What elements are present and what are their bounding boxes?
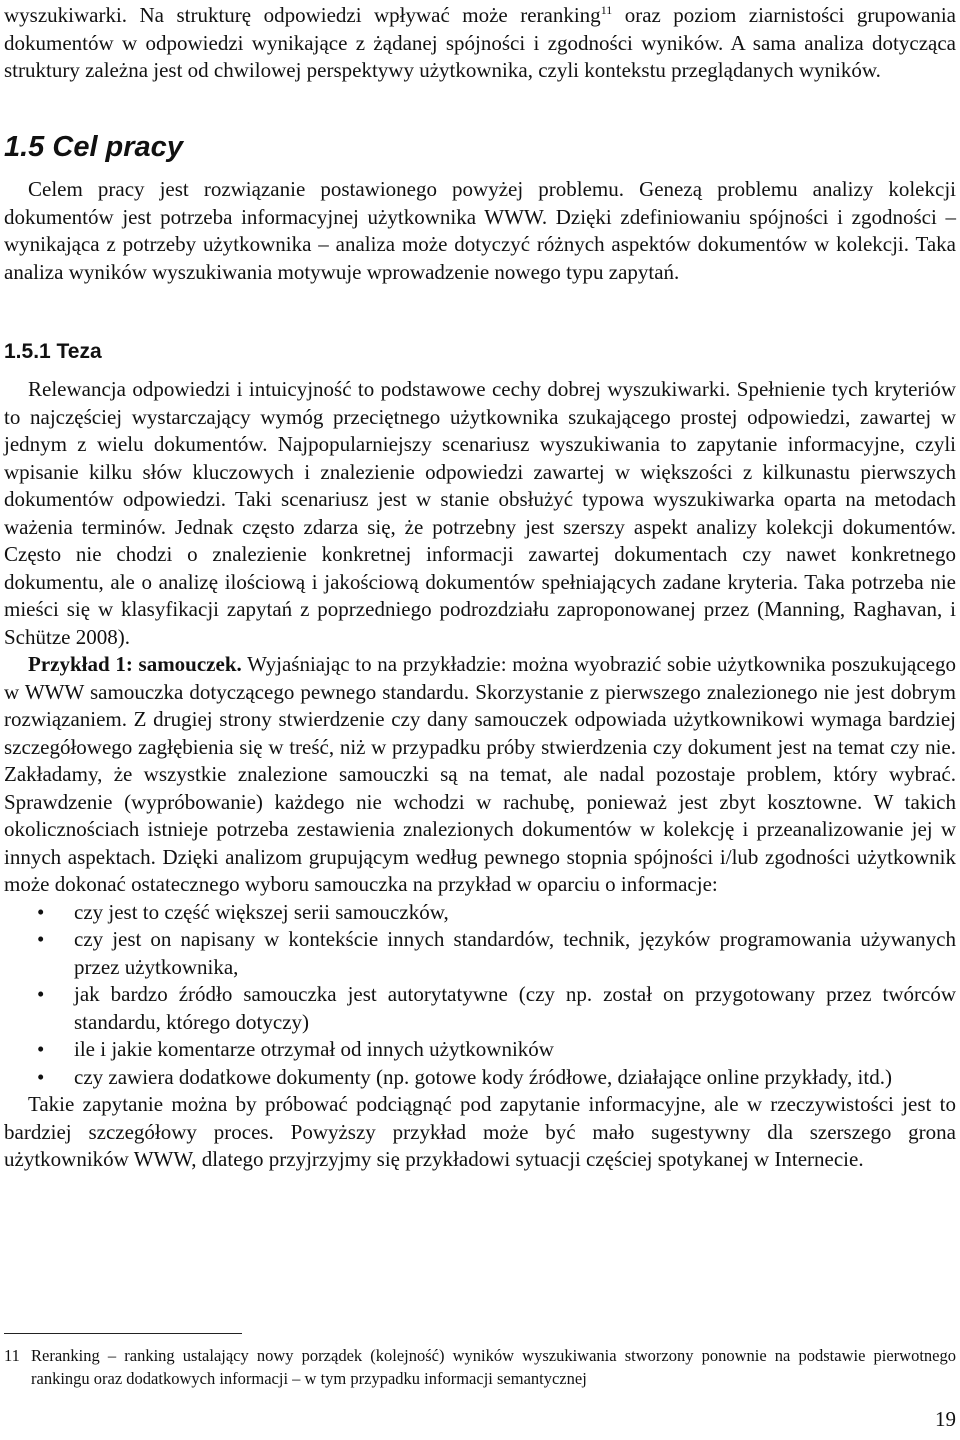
intro-paragraph: [4, 2, 956, 85]
bullet-icon: •: [37, 1037, 45, 1061]
list-item: [4, 926, 956, 981]
closing-paragraph: Takie zapytanie można by próbować podciągnąć pod zapytanie informacyjne, ale w rzeczywistości jest to bardziej szczegółowy proces. Powyższy przykład może być mało sugestywny dla szerszego grona użytkowników WWW, dlatego przyjrzyjmy się przykładowi sytuacji częściej spotykanej w Internecie.: [4, 1092, 956, 1171]
footnote-number: 11: [4, 1346, 20, 1365]
subsection-heading: 1.5.1 Teza: [4, 340, 102, 363]
section-heading: 1.5 Cel pracy: [4, 131, 183, 163]
list-item-text: czy jest on napisany w kontekście innych standardów, technik, języków programowania używanych przez użytkownika,: [74, 927, 956, 979]
bullet-icon: •: [37, 899, 45, 924]
bullet-list: [4, 899, 956, 1092]
bullet-icon: •: [37, 1064, 45, 1089]
intro-text-part2: oraz poziom ziarnistości grupowania dokumentów w odpowiedzi wynikające z żądanej spójności i zgodności wyników. A sama analiza dotycząca struktury zależna jest od chwilowej perspektywy użytkownika, czyli kontekstu przeglądanych wyników.: [4, 3, 956, 82]
list-item-text: czy zawiera dodatkowe dokumenty (np. gotowe kody źródłowe, działające online przykłady, itd.): [74, 1064, 892, 1089]
list-item: [4, 899, 956, 927]
subsection-paragraph: Relewancja odpowiedzi i intuicyjność to podstawowe cechy dobrej wyszukiwarki. Spełnienie tych kryteriów to najczęściej wystarczający wymóg przeciętnego użytkownika szukającego prostej odpowiedzi, zawartej w jednym z wielu dokumentów. Najpopularniejszy scenariusz wyszukiwania to zapytanie informacyjne, czyli wpisanie kilku słów kluczowych i znalezienie odpowiedzi zawartej w większości z kilkunastu pierwszych dokumentów odpowiedzi. Taki scenariusz jest w stanie obsłużyć typowa wyszukiwarka oparta na metodach ważenia terminów. Jednak często zdarza się, że potrzebny jest szerszy aspekt analizy kolekcji dokumentów. Często nie chodzi o znalezienie konkretnej informacji zawartej dokumentach czy nawet konkretnego dokumentu, ale o analizę ilościową i jakościową dokumentów spełniających zadane kryteria. Taka potrzeba nie mieści się w klasyfikacji zapytań z poprzedniego podrozdziału zaproponowanej przez (Manning, Raghavan, i Schütze 2008).: [4, 377, 956, 649]
intro-text-part1: wyszukiwarki. Na strukturę odpowiedzi wpływać może reranking: [4, 3, 601, 27]
list-item-text: czy jest to część większej serii samouczków,: [74, 899, 449, 924]
subsection-body: [4, 376, 956, 1174]
bullet-icon: •: [37, 982, 45, 1006]
section-paragraph: Celem pracy jest rozwiązanie postawionego powyżej problemu. Genezą problemu analizy kolekcji dokumentów jest potrzeba informacyjnej użytkownika WWW. Dzięki zdefiniowaniu spójności i zgodności – wynikająca z potrzeby użytkownika – analiza może dotyczyć różnych aspektów dokumentów w kolekcji. Taka analiza wyników wyszukiwania motywuje wprowadzenie nowego typu zapytań.: [4, 177, 956, 284]
list-item-text: ile i jakie komentarze otrzymał od innych użytkowników: [74, 1037, 554, 1061]
footnote-reference[interactable]: 11: [600, 3, 613, 17]
page-number: 19: [935, 1407, 956, 1431]
footnote: [4, 1344, 956, 1390]
list-item: [4, 981, 956, 1036]
example-label: Przykład 1: samouczek.: [28, 652, 242, 676]
list-item: [4, 1064, 956, 1092]
example-text: Wyjaśniając to na przykładzie: można wyobrazić sobie użytkownika poszukującego w WWW samouczka dotyczącego pewnego standardu. Skorzystanie z pierwszego znalezionego nie jest dobrym rozwiązaniem. Z drugiej strony stwierdzenie czy dany samouczek odpowiada użytkownikowi wymaga bardziej szczegółowego zagłębienia się w treść, niż w przypadku próby stwierdzenia czy dokument jest na temat czy nie. Zakładamy, że wszystkie znalezione samouczki są na temat, ale nadal pozostaje problem, który wybrać. Sprawdzenie (wypróbowanie) każdego nie wchodzi w rachubę, ponieważ jest zbyt kosztowne. W takich okolicznościach istnieje potrzeba zestawienia znalezionych dokumentów w kolekcję i przeanalizowanie jej w innych aspektach. Dzięki analizom grupującym według pewnego stopnia spójności i/lub zgodności użytkownik może dokonać ostatecznego wyboru samouczka na przykład w oparciu o informacje:: [4, 652, 956, 896]
bullet-icon: •: [37, 927, 45, 951]
list-item-text: jak bardzo źródło samouczka jest autorytatywne (czy np. został on przygotowany przez twórców standardu, którego dotyczy): [74, 982, 956, 1034]
footnote-divider: [4, 1333, 242, 1334]
footnote-text: Reranking – ranking ustalający nowy porządek (kolejność) wyników wyszukiwania stworzony ponownie na podstawie pierwotnego rankingu oraz dodatkowych informacji – w tym przypadku informacji semantycznej: [31, 1346, 956, 1388]
example-paragraph: [4, 651, 956, 899]
list-item: [4, 1036, 956, 1064]
